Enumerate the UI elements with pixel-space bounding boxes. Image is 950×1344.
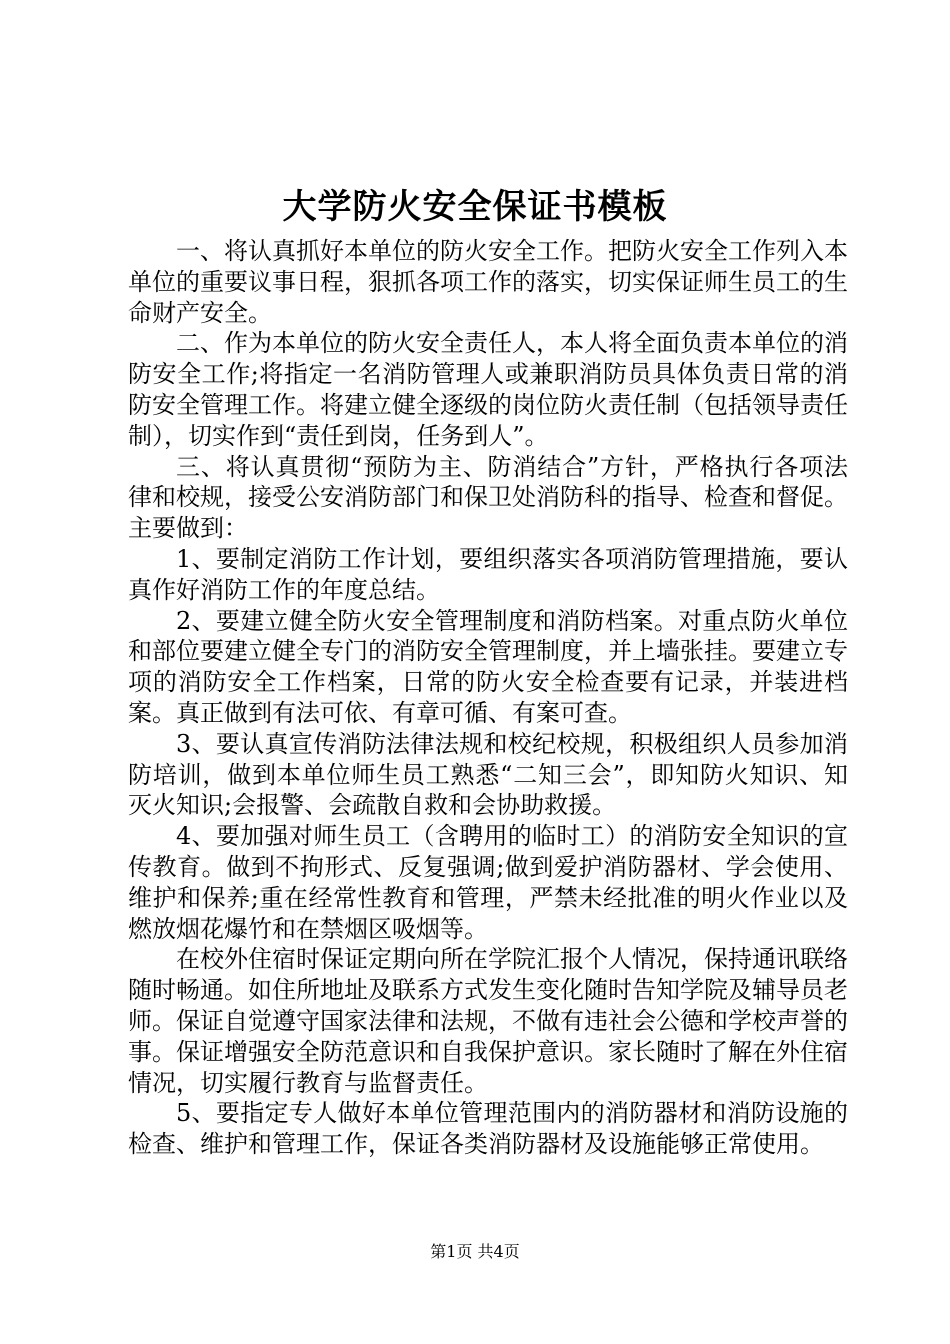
paragraph-3: 三、将认真贯彻“预防为主、防消结合”方针，严格执行各项法律和校规，接受公安消防部门和保卫处消防科的指导、检查和督促。主要做到： bbox=[128, 452, 848, 543]
paragraph-9: 5、要指定专人做好本单位管理范围内的消防器材和消防设施的检查、维护和管理工作，保证各类消防器材及设施能够正常使用。 bbox=[128, 1099, 848, 1159]
paragraph-5: 2、要建立健全防火安全管理制度和消防档案。对重点防火单位和部位要建立健全专门的消防安全管理制度，并上墙张挂。要建立专项的消防安全工作档案，日常的防火安全检查要有记录，并装进档案。真正做到有法可依、有章可循、有案可查。 bbox=[128, 606, 848, 727]
paragraph-2: 二、作为本单位的防火安全责任人，本人将全面负责本单位的消防安全工作;将指定一名消防管理人或兼职消防员具体负责日常的消防安全管理工作。将建立健全逐级的岗位防火责任制（包括领导责任制），切实作到“责任到岗，任务到人”。 bbox=[128, 329, 848, 450]
paragraph-7: 4、要加强对师生员工（含聘用的临时工）的消防安全知识的宣传教育。做到不拘形式、反复强调;做到爱护消防器材、学会使用、维护和保养;重在经常性教育和管理，严禁未经批准的明火作业以及燃放烟花爆竹和在禁烟区吸烟等。 bbox=[128, 822, 848, 943]
paragraph-4: 1、要制定消防工作计划，要组织落实各项消防管理措施，要认真作好消防工作的年度总结。 bbox=[128, 544, 848, 604]
page-footer: 第1页 共4页 bbox=[430, 1242, 520, 1261]
document-title: 大学防火安全保证书模板 bbox=[282, 187, 668, 227]
paragraph-6: 3、要认真宣传消防法律法规和校纪校规，积极组织人员参加消防培训，做到本单位师生员工熟悉“二知三会”，即知防火知识、知灭火知识;会报警、会疏散自救和会协助救援。 bbox=[128, 729, 848, 820]
paragraph-1: 一、将认真抓好本单位的防火安全工作。把防火安全工作列入本单位的重要议事日程，狠抓各项工作的落实，切实保证师生员工的生命财产安全。 bbox=[128, 237, 848, 327]
document-body bbox=[128, 236, 848, 1160]
paragraph-8: 在校外住宿时保证定期向所在学院汇报个人情况，保持通讯联络随时畅通。如住所地址及联系方式发生变化随时告知学院及辅导员老师。保证自觉遵守国家法律和法规，不做有违社会公德和学校声誉的事。保证增强安全防范意识和自我保护意识。家长随时了解在外住宿情况，切实履行教育与监督责任。 bbox=[128, 945, 848, 1097]
